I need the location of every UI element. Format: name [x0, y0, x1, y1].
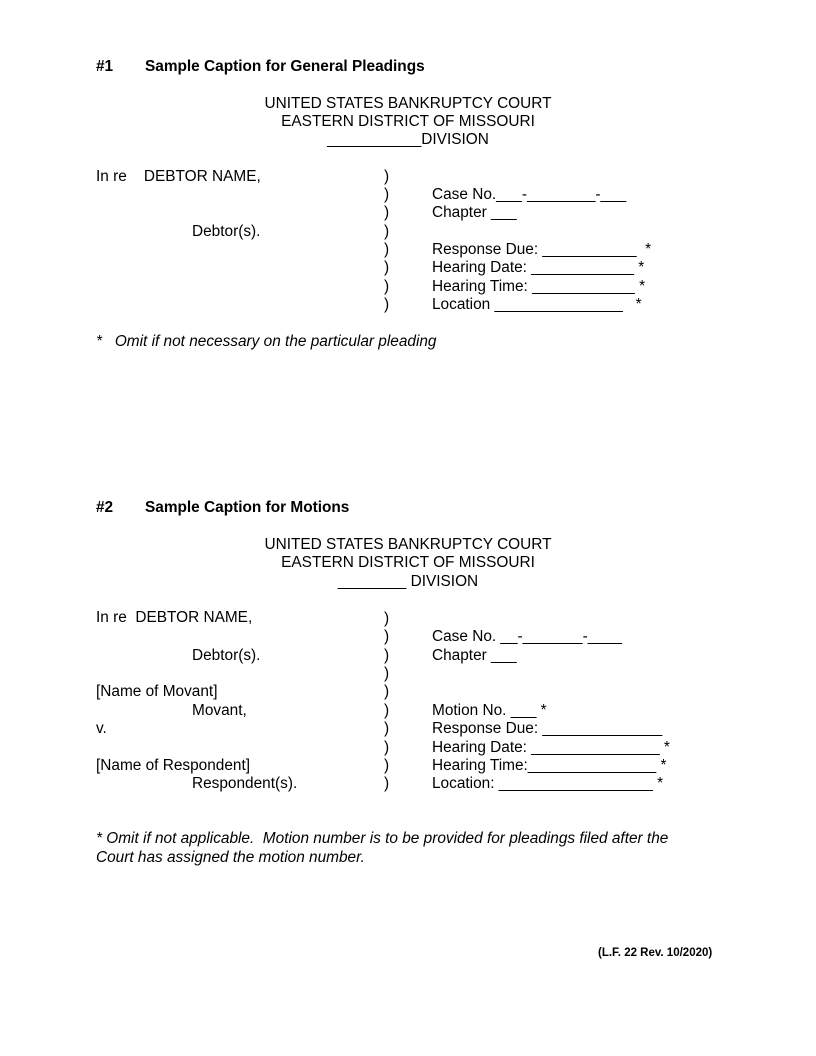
- section1-case-no: Case No.___-________-___: [432, 186, 627, 203]
- section1-court-name: UNITED STATES BANKRUPTCY COURT: [264, 95, 552, 112]
- section1-title: Sample Caption for General Pleadings: [145, 58, 425, 75]
- section2-paren: ): [384, 702, 390, 719]
- section1-paren: ): [384, 186, 390, 203]
- section2-case-no: Case No. __-_______-____: [432, 628, 622, 645]
- section2-debtor-label: Debtor(s).: [192, 647, 261, 664]
- section1-location: Location _______________ *: [432, 296, 642, 313]
- section2-number: #2: [96, 499, 114, 516]
- section1-division: ___________DIVISION: [327, 131, 489, 148]
- section2-response-due: Response Due: ______________: [432, 720, 663, 737]
- section2-chapter: Chapter ___: [432, 647, 517, 664]
- section1-number: #1: [96, 58, 114, 75]
- section1-response-due: Response Due: ___________ *: [432, 241, 652, 258]
- section2-court-name: UNITED STATES BANKRUPTCY COURT: [264, 536, 552, 553]
- section2-paren: ): [384, 665, 390, 682]
- section2-respondent-label: Respondent(s).: [192, 775, 298, 792]
- section1-paren: ): [384, 259, 390, 276]
- section2-paren: ): [384, 610, 390, 627]
- section2-paren: ): [384, 683, 390, 700]
- section1-district: EASTERN DISTRICT OF MISSOURI: [281, 113, 535, 130]
- section2-footnote-line1: * Omit if not applicable. Motion number is to be provided for pleadings filed after the: [96, 830, 669, 847]
- section2-paren: ): [384, 775, 390, 792]
- section1-footnote: * Omit if not necessary on the particular pleading: [96, 333, 437, 350]
- section1-hearing-date: Hearing Date: ____________ *: [432, 259, 645, 276]
- section1-paren: ): [384, 278, 390, 295]
- section1-in-re: In re DEBTOR NAME,: [96, 168, 261, 185]
- section2-district: EASTERN DISTRICT OF MISSOURI: [281, 554, 535, 571]
- section2-in-re: In re DEBTOR NAME,: [96, 609, 253, 626]
- section2-paren: ): [384, 720, 390, 737]
- section2-movant-label: Movant,: [192, 702, 247, 719]
- section1-paren: ): [384, 223, 390, 240]
- section2-hearing-time: Hearing Time:_______________ *: [432, 757, 667, 774]
- section1-paren: ): [384, 296, 390, 313]
- section2-location: Location: __________________ *: [432, 775, 664, 792]
- section2-paren: ): [384, 647, 390, 664]
- section2-paren: ): [384, 757, 390, 774]
- section2-paren: ): [384, 739, 390, 756]
- form-identifier: (L.F. 22 Rev. 10/2020): [598, 947, 713, 959]
- section2-footnote-line2: Court has assigned the motion number.: [96, 849, 365, 866]
- section1-chapter: Chapter ___: [432, 204, 517, 221]
- section1-paren: ): [384, 241, 390, 258]
- section1-hearing-time: Hearing Time: ____________ *: [432, 278, 646, 295]
- section2-respondent-name: [Name of Respondent]: [96, 757, 250, 774]
- section2-versus: v.: [96, 720, 107, 737]
- section1-debtor-label: Debtor(s).: [192, 223, 261, 240]
- section2-title: Sample Caption for Motions: [145, 499, 350, 516]
- section1-paren: ): [384, 168, 390, 185]
- section2-paren: ): [384, 628, 390, 645]
- section2-motion-no: Motion No. ___ *: [432, 702, 547, 719]
- section1-paren: ): [384, 204, 390, 221]
- section2-division: ________ DIVISION: [337, 573, 479, 590]
- section2-hearing-date: Hearing Date: _______________ *: [432, 739, 670, 756]
- section2-movant-name: [Name of Movant]: [96, 683, 218, 700]
